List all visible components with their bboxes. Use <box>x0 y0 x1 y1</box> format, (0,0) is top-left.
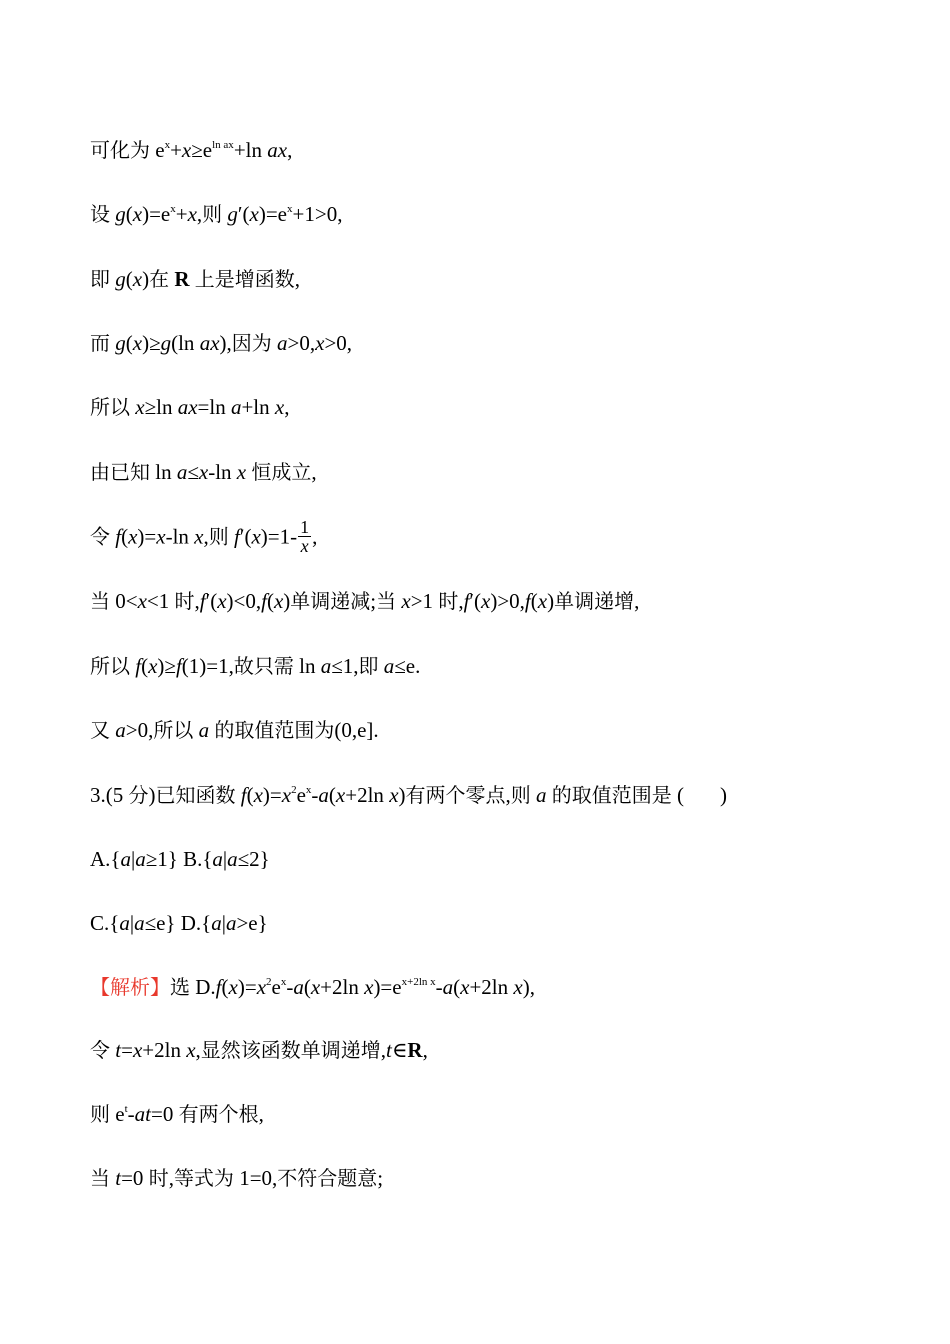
text: = <box>121 1038 133 1062</box>
text: >e} <box>236 911 268 935</box>
superscript: x <box>280 976 287 988</box>
text: (ln <box>171 331 200 355</box>
text: ) <box>547 589 555 613</box>
math-var: f <box>261 589 267 613</box>
text-zh: 又 <box>90 718 110 742</box>
text: ∈ <box>391 1038 408 1062</box>
text: e <box>150 138 165 162</box>
analysis-label: 【解析】 <box>90 975 170 999</box>
text-zh: 令 <box>90 524 110 549</box>
math-var: f <box>234 524 240 549</box>
text: +2ln <box>469 975 514 999</box>
text: =0 <box>121 1166 149 1190</box>
text: , <box>422 1038 428 1062</box>
math-var: g <box>115 267 126 291</box>
text: )≥ <box>157 654 176 678</box>
math-var: x <box>156 524 166 549</box>
text-zh: 即 <box>358 654 379 678</box>
options-a-b <box>90 845 270 873</box>
text: ≤e} D.{ <box>144 911 212 935</box>
text: ≥e <box>191 138 213 162</box>
text: - <box>311 783 319 807</box>
text: >0, <box>125 718 154 742</box>
text-zh: 上是增函数 <box>194 267 295 291</box>
text: ), <box>522 975 535 999</box>
math-var: x <box>389 783 399 807</box>
math-set-symbol: R <box>407 1038 423 1062</box>
text-zh: 所以 <box>90 395 130 419</box>
math-var: f <box>463 589 470 613</box>
text: , <box>311 460 317 484</box>
text: =0 <box>150 1102 179 1126</box>
text: , <box>458 589 464 613</box>
text-zh: 在 <box>149 267 170 291</box>
math-var: x <box>253 783 263 807</box>
fraction-numerator: 1 <box>300 517 310 537</box>
text-line-5 <box>90 393 289 421</box>
superscript: x+2ln x <box>401 976 436 988</box>
text: ; <box>370 589 377 613</box>
text-zh: 时 <box>174 589 195 613</box>
text: , <box>195 1038 201 1062</box>
superscript: 2 <box>291 784 297 796</box>
text-line-8 <box>90 587 639 615</box>
math-var: a <box>225 911 237 935</box>
text-zh: 可化为 <box>90 138 150 162</box>
text-zh: 分 <box>128 783 149 807</box>
text-zh: 恒成立 <box>251 460 312 484</box>
text: (0,e]. <box>334 718 379 742</box>
text-zh: 单调递增 <box>554 589 635 613</box>
text: ( <box>221 975 229 999</box>
math-var: x <box>186 1038 196 1062</box>
text: ′( <box>237 202 250 226</box>
text-line-16 <box>90 1100 264 1128</box>
math-var: a <box>211 911 222 935</box>
math-var: a <box>442 975 454 999</box>
math-var: f <box>115 524 122 549</box>
text: , <box>284 395 290 419</box>
text: ′( <box>205 589 218 613</box>
text-line-6 <box>90 458 317 486</box>
text-zh: 单调递减 <box>290 589 371 613</box>
math-var: f <box>199 589 206 613</box>
math-set-symbol: R <box>174 267 190 291</box>
text: , <box>196 202 203 226</box>
math-var: x <box>537 589 548 613</box>
text: + <box>175 202 188 226</box>
text-line-15 <box>90 1036 428 1064</box>
question-3-stem <box>90 781 727 809</box>
math-var: a <box>230 395 242 419</box>
text-zh: 则 <box>90 1102 110 1126</box>
superscript: x <box>164 139 171 151</box>
text: , <box>312 524 318 549</box>
text: , <box>168 1166 174 1190</box>
text: >0, <box>287 331 316 355</box>
text-zh: 当 <box>90 1166 110 1190</box>
text: ≤e. <box>394 654 421 678</box>
math-var: x <box>273 589 284 613</box>
math-var: x <box>132 331 143 355</box>
text: + <box>170 138 182 162</box>
text-zh: 所以 <box>90 654 130 678</box>
text-line-7 <box>90 517 318 557</box>
text: ( <box>671 783 685 807</box>
math-var: x <box>198 460 209 484</box>
math-var: a <box>383 654 395 678</box>
math-var: x <box>217 589 227 613</box>
text: ′( <box>239 524 252 549</box>
text: , <box>287 138 293 162</box>
text: | <box>221 911 226 935</box>
text: ln <box>150 460 177 484</box>
text: ( <box>141 654 149 678</box>
text-line-4 <box>90 329 352 357</box>
text: ) <box>720 783 728 807</box>
text: ≤1, <box>331 654 359 678</box>
text: ) <box>142 267 150 291</box>
math-var: x <box>315 331 325 355</box>
math-var: x <box>137 589 147 613</box>
text: - <box>286 975 294 999</box>
superscript: x <box>170 203 176 215</box>
text-zh: 有两个零点 <box>405 783 506 807</box>
text: ( <box>453 975 461 999</box>
math-var: x <box>249 202 259 226</box>
math-var: x <box>128 524 138 549</box>
math-var: g <box>115 331 126 355</box>
math-var: x <box>335 783 346 807</box>
text: ( <box>328 783 336 807</box>
text: +ln <box>241 395 275 419</box>
math-var: x <box>181 138 192 162</box>
text: 1=0, <box>233 1166 278 1190</box>
text-zh: 显然该函数单调递增 <box>200 1038 381 1062</box>
text: +2ln <box>320 975 365 999</box>
math-var: a <box>198 718 210 742</box>
math-var: x <box>132 202 143 226</box>
text: )>0, <box>490 589 525 613</box>
math-var: x <box>364 975 374 999</box>
math-var: x <box>228 975 238 999</box>
text-line-1 <box>90 136 292 164</box>
text: , <box>203 524 209 549</box>
text: ; <box>377 1166 384 1190</box>
math-var: x <box>274 395 285 419</box>
text: ln <box>293 654 321 678</box>
math-var: x <box>460 975 470 999</box>
math-var: f <box>215 975 222 999</box>
text: +1>0, <box>292 202 343 226</box>
text: )=1- <box>260 524 298 549</box>
text: 3.(5 <box>90 783 129 807</box>
text: A.{ <box>90 847 121 871</box>
math-var: x <box>187 202 197 226</box>
text: D. <box>190 975 216 999</box>
math-var: x <box>148 654 158 678</box>
text: | <box>129 911 135 935</box>
text: , <box>258 1102 264 1126</box>
text-zh: 由已知 <box>90 460 150 484</box>
math-var: f <box>175 654 182 678</box>
math-var: x <box>132 1038 143 1062</box>
math-var: x <box>310 975 321 999</box>
text: +2ln <box>345 783 390 807</box>
text: >0, <box>324 331 353 355</box>
text-zh: 因为 <box>231 331 272 355</box>
superscript: x <box>287 203 293 215</box>
math-var: t <box>115 1166 122 1190</box>
text-line-10 <box>90 716 379 744</box>
text: ( <box>125 331 133 355</box>
math-var: t <box>386 1038 392 1062</box>
text: e <box>110 1102 125 1126</box>
math-var: x <box>256 975 267 999</box>
text: -ln <box>165 524 195 549</box>
text-zh: 选 <box>170 975 190 999</box>
math-var: g <box>160 331 172 355</box>
text-zh: 的取值范围是 <box>551 783 672 807</box>
text: ≥1} B.{ <box>145 847 213 871</box>
math-var: x <box>513 975 523 999</box>
text: ≤2} <box>237 847 270 871</box>
math-var: a <box>212 847 223 871</box>
superscript: x <box>305 784 312 796</box>
text: ( <box>246 783 254 807</box>
math-var: g <box>115 202 126 226</box>
math-var: a <box>115 718 126 742</box>
text: ) <box>398 783 406 807</box>
math-var: ax <box>267 138 288 162</box>
text: , <box>634 589 640 613</box>
text: , <box>294 267 300 291</box>
text: <1 <box>146 589 175 613</box>
text-line-3 <box>90 265 300 293</box>
options-c-d <box>90 909 268 937</box>
text: | <box>222 847 228 871</box>
text: ), <box>219 331 232 355</box>
math-var: a <box>176 460 188 484</box>
text-zh: 而 <box>90 331 110 355</box>
math-var: x <box>281 783 292 807</box>
math-var: f <box>240 783 247 807</box>
text: ′( <box>469 589 481 613</box>
text-zh: 时 <box>438 589 459 613</box>
text: ) <box>148 783 156 807</box>
text: , <box>194 589 200 613</box>
text-zh: 则 <box>510 783 531 807</box>
math-var: x <box>401 589 411 613</box>
fraction <box>298 518 311 555</box>
math-var: x <box>251 524 261 549</box>
text: =ln <box>197 395 231 419</box>
text: ) <box>283 589 291 613</box>
fraction-denominator: x <box>300 536 309 556</box>
math-var: x <box>194 524 204 549</box>
text-zh: 则 <box>208 524 229 549</box>
text-zh: 已知函数 <box>155 783 236 807</box>
text: C.{ <box>90 911 120 935</box>
text-zh: 所以 <box>153 718 194 742</box>
text-zh: 即 <box>90 267 110 291</box>
text: )= <box>137 524 157 549</box>
text: 0< <box>110 589 138 613</box>
superscript: 2 <box>266 976 272 988</box>
math-var: a <box>119 911 130 935</box>
math-var: f <box>524 589 531 613</box>
text: ( <box>303 975 311 999</box>
text: ( <box>125 267 133 291</box>
math-var: ax <box>177 395 198 419</box>
text-zh: 当 <box>376 589 397 613</box>
text: )≥ <box>142 331 161 355</box>
math-var: x <box>135 395 145 419</box>
text-zh: 令 <box>90 1038 110 1062</box>
text: , <box>505 783 511 807</box>
math-var: x <box>132 267 143 291</box>
math-var: x <box>236 460 247 484</box>
text: ( <box>266 589 274 613</box>
text: ≥ln <box>144 395 178 419</box>
text-zh: 的取值范围为 <box>214 718 335 742</box>
text: (1)=1, <box>181 654 234 678</box>
text: e <box>271 975 281 999</box>
text: -ln <box>208 460 237 484</box>
text: ≤ <box>187 460 199 484</box>
math-var: f <box>135 654 142 678</box>
analysis-line <box>90 973 535 1001</box>
superscript: t <box>124 1103 128 1115</box>
text-zh: 有两个根 <box>178 1102 259 1126</box>
superscript: ln ax <box>212 139 234 151</box>
text: , <box>380 1038 387 1062</box>
text-zh: 不符合题意 <box>277 1166 378 1190</box>
math-var: t <box>115 1038 122 1062</box>
text: +2ln <box>142 1038 187 1062</box>
text-zh: 故只需 <box>233 654 294 678</box>
text-zh: 设 <box>90 202 110 226</box>
math-var: x <box>481 589 491 613</box>
text-line-2 <box>90 200 342 228</box>
text: +ln <box>233 138 268 162</box>
text-zh: 时 <box>148 1166 169 1190</box>
text-line-17 <box>90 1164 383 1192</box>
math-var: a <box>135 847 146 871</box>
math-var: g <box>227 202 238 226</box>
math-var: at <box>134 1102 151 1126</box>
math-var: ax <box>199 331 220 355</box>
math-var: a <box>120 847 131 871</box>
text: )=e <box>142 202 171 226</box>
text: )=e <box>258 202 288 226</box>
text: | <box>131 847 136 871</box>
math-var: a <box>134 911 145 935</box>
text-zh: 等式为 <box>173 1166 234 1190</box>
text: )=e <box>373 975 402 999</box>
math-var: a <box>320 654 332 678</box>
math-var: a <box>536 783 547 807</box>
math-var: a <box>227 847 238 871</box>
math-var: a <box>277 331 288 355</box>
math-var: a <box>293 975 304 999</box>
text: ( <box>125 202 133 226</box>
text: >1 <box>410 589 439 613</box>
text: - <box>435 975 443 999</box>
text: ( <box>530 589 538 613</box>
text: - <box>127 1102 135 1126</box>
text: e <box>296 783 306 807</box>
text: ( <box>121 524 129 549</box>
text: )<0, <box>226 589 262 613</box>
text-zh: 当 <box>90 589 110 613</box>
text-zh: 则 <box>202 202 223 226</box>
text: )= <box>262 783 282 807</box>
text: )= <box>237 975 257 999</box>
text-line-9 <box>90 652 420 680</box>
math-var: a <box>318 783 329 807</box>
